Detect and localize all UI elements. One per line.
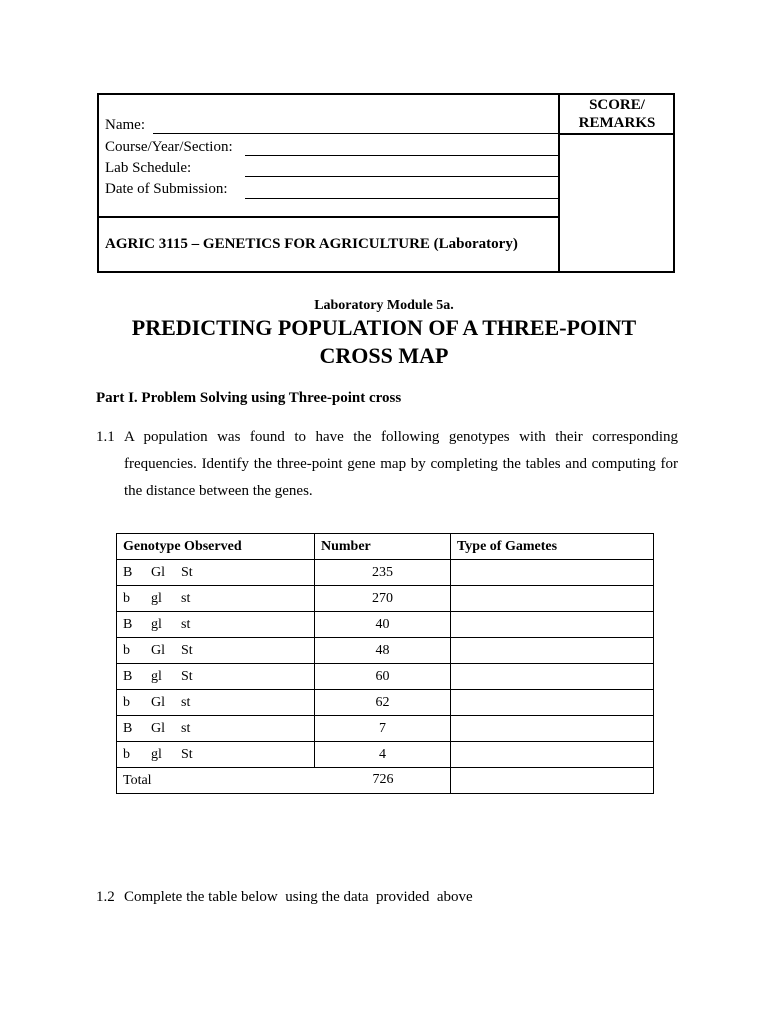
table-row	[117, 560, 654, 586]
table-row	[117, 690, 654, 716]
header-gametes: Type of Gametes	[451, 534, 654, 560]
table-row	[117, 742, 654, 768]
course-title: AGRIC 3115 – GENETICS FOR AGRICULTURE (Laboratory)	[105, 236, 518, 252]
gamete-type-cell[interactable]	[451, 638, 654, 664]
page-title	[0, 314, 768, 370]
gamete-type-cell[interactable]	[451, 716, 654, 742]
number-cell: 40	[315, 612, 451, 638]
table-row	[117, 638, 654, 664]
header-divider-right	[559, 133, 675, 135]
table-header-row	[117, 534, 654, 560]
question-1-2	[96, 889, 473, 906]
number-cell: 62	[315, 690, 451, 716]
table-row	[117, 612, 654, 638]
module-label: Laboratory Module 5a.	[314, 298, 454, 313]
number-cell: 48	[315, 638, 451, 664]
title-line-2: CROSS MAP	[319, 343, 449, 368]
genotype-table	[116, 533, 654, 794]
gamete-type-cell[interactable]	[451, 742, 654, 768]
gamete-type-cell[interactable]	[451, 690, 654, 716]
header-number: Number	[315, 534, 451, 560]
table-row	[117, 716, 654, 742]
course-field[interactable]	[245, 155, 558, 156]
total-gametes-cell[interactable]	[451, 768, 654, 794]
table-row	[117, 664, 654, 690]
total-cell	[117, 768, 451, 794]
title-line-1: PREDICTING POPULATION OF A THREE-POINT	[131, 315, 637, 340]
score-remarks-label: SCORE/ REMARKS	[578, 97, 656, 131]
number-cell: 235	[315, 560, 451, 586]
question-text: A population was found to have the following genotypes with their corresponding frequencies. Identify the three-point gene map by completing the tables and computing for the distance between the genes.	[124, 429, 678, 499]
schedule-label: Lab Schedule:	[105, 160, 192, 176]
schedule-field[interactable]	[245, 176, 558, 177]
table-total-row	[117, 768, 654, 794]
total-label: Total	[123, 772, 152, 788]
gamete-type-cell[interactable]	[451, 664, 654, 690]
question-number: 1.1	[96, 429, 115, 445]
genotype-cell: b Gl St	[117, 638, 315, 664]
part-heading: Part I. Problem Solving using Three-point cross	[96, 390, 402, 406]
genotype-cell: B gl St	[117, 664, 315, 690]
number-cell: 7	[315, 716, 451, 742]
genotype-cell: b Gl st	[117, 690, 315, 716]
number-cell: 60	[315, 664, 451, 690]
gamete-type-cell[interactable]	[451, 612, 654, 638]
genotype-cell: b gl St	[117, 742, 315, 768]
header-genotype: Genotype Observed	[117, 534, 315, 560]
genotype-cell: B gl st	[117, 612, 315, 638]
submission-label: Date of Submission:	[105, 181, 228, 197]
question-1-1	[96, 424, 678, 505]
name-label: Name:	[105, 117, 145, 133]
number-cell: 4	[315, 742, 451, 768]
question-number: 1.2	[96, 889, 115, 905]
submission-field[interactable]	[245, 198, 558, 199]
gamete-type-cell[interactable]	[451, 560, 654, 586]
number-cell: 270	[315, 586, 451, 612]
header-divider-left	[97, 216, 559, 218]
question-text: Complete the table below using the data provided above	[124, 889, 473, 905]
gamete-type-cell[interactable]	[451, 586, 654, 612]
table-row	[117, 586, 654, 612]
course-label: Course/Year/Section:	[105, 139, 233, 155]
genotype-cell: b gl st	[117, 586, 315, 612]
total-value: 726	[372, 772, 394, 787]
genotype-cell: B Gl St	[117, 560, 315, 586]
name-field[interactable]	[153, 133, 558, 134]
genotype-cell: B Gl st	[117, 716, 315, 742]
